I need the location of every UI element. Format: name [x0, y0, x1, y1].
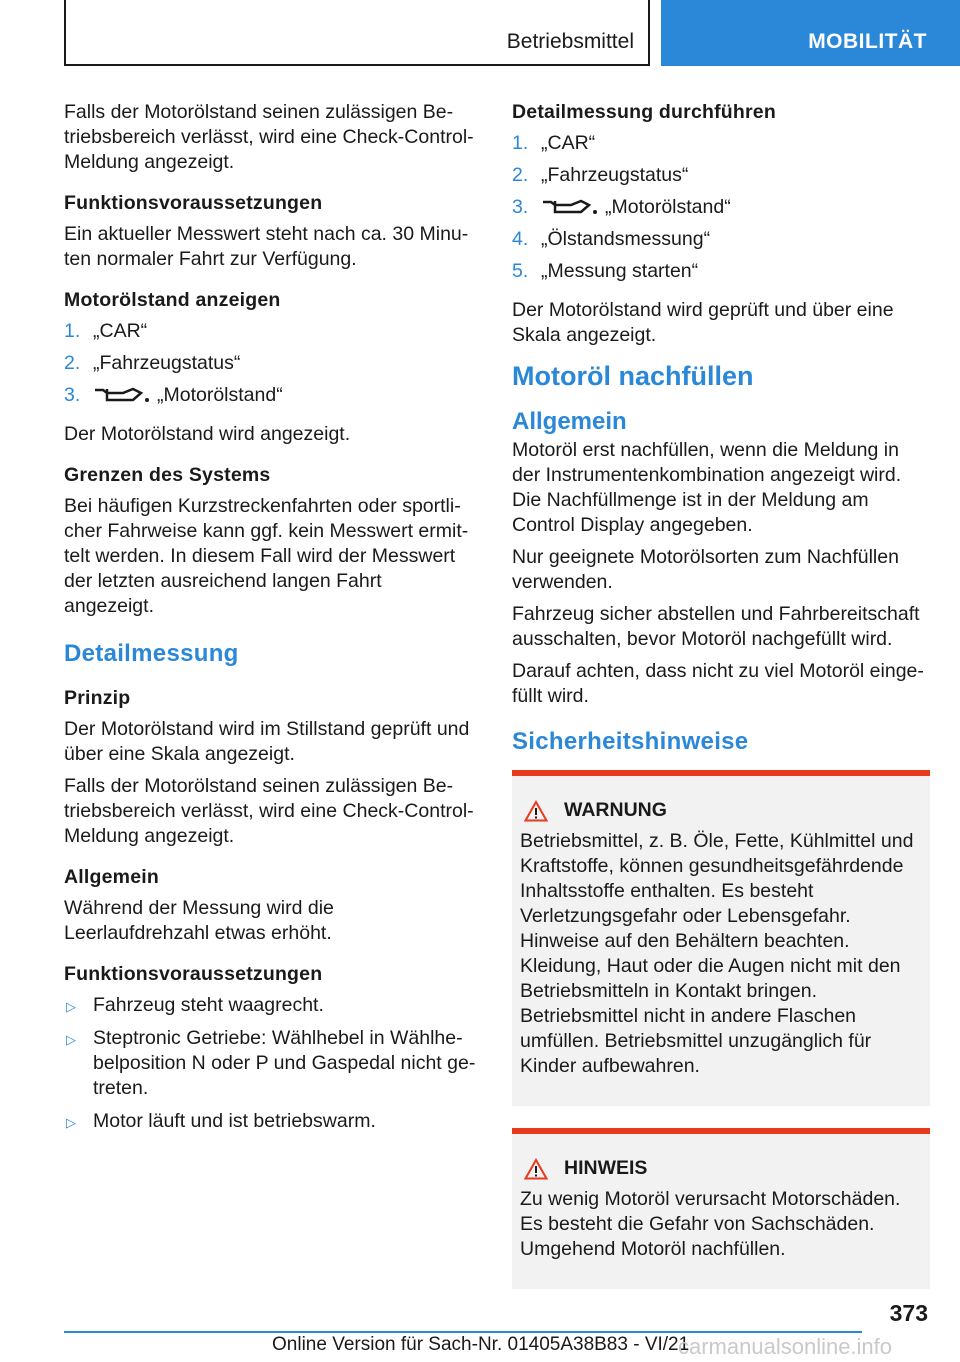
perform-steps-list: [512, 131, 930, 291]
header-section-title: Betriebsmittel: [506, 30, 634, 53]
oil-can-icon: [93, 384, 151, 404]
warning-title: WARNUNG: [564, 799, 667, 821]
show-steps-list: [64, 319, 476, 415]
warning-triangle-icon: [524, 1158, 548, 1180]
general-text: Während der Messung wird die Leerlaufdrehzahl etwas erhöht.: [64, 897, 334, 944]
left-column: [64, 100, 476, 1150]
principle-title: Prinzip: [64, 687, 131, 709]
list-item: 2. „Fahrzeugstatus“: [512, 164, 689, 186]
triangle-bullet-icon: ▷: [66, 999, 76, 1014]
notice-text: Zu wenig Motoröl verursacht Motorschäden. Es besteht die Gefahr von Sachschäden. Umgehend Motoröl nachfüllen.: [520, 1188, 901, 1260]
list-item: 3. „Motorölstand“: [512, 196, 731, 218]
principle-text-1: Der Motorölstand wird im Stillstand geprüft und über eine Skala angezeigt.: [64, 718, 470, 765]
principle-text-2: Falls der Motorölstand seinen zulässigen Betriebsbereich verlässt, wird eine Check-Control-Meldung angezeigt.: [64, 775, 474, 847]
refill-text-1: Motoröl erst nachfüllen, wenn die Meldung in der Instrumentenkombination angezeigt wird. Die Nachfüllmenge ist in der Meldung am Control Display angegeben.: [512, 439, 902, 536]
list-item: 5. „Messung starten“: [512, 260, 699, 282]
list-item: 2. „Fahrzeugstatus“: [64, 352, 241, 374]
list-item: 4. „Ölstandsmessung“: [512, 228, 711, 250]
list-item: ▷ Steptronic Getriebe: Wählhebel in Wählhebelposition N oder P und Gaspedal nicht getreten.: [66, 1027, 476, 1099]
triangle-bullet-icon: ▷: [66, 1032, 76, 1047]
notice-title: HINWEIS: [564, 1157, 648, 1179]
limits-text: Bei häufigen Kurzstreckenfahrten oder sportlicher Fahrweise kann ggf. kein Messwert ermittelt werden. In diesem Fall wird der Messwert der letzten ausreichend langen Fahrt angezeigt.: [64, 495, 469, 617]
detail-heading: Detailmessung: [64, 640, 239, 667]
right-column: [512, 100, 930, 1303]
list-item: ▷ Motor läuft und ist betriebswarm.: [64, 1109, 476, 1134]
header-chapter-tab: [661, 0, 960, 66]
watermark: carmanualsonline.info: [678, 1334, 893, 1359]
warning-header: [520, 798, 922, 823]
refill-text-3: Fahrzeug sicher abstellen und Fahrbereitschaft ausschalten, bevor Motoröl nachgefüllt wird.: [512, 603, 920, 650]
show-title: Motorölstand anzeigen: [64, 289, 281, 311]
func-text: Ein aktueller Messwert steht nach ca. 30 Minuten normaler Fahrt zur Verfügung.: [64, 223, 469, 270]
notice-header: [520, 1156, 922, 1181]
warning-triangle-icon: [524, 800, 548, 822]
oil-can-icon: [541, 196, 599, 216]
perform-title: Detailmessung durchführen: [512, 101, 776, 123]
notice-box: [512, 1128, 930, 1289]
warning-box: [512, 770, 930, 1106]
refill-heading: Motoröl nachfüllen: [512, 361, 754, 391]
limits-title: Grenzen des Systems: [64, 464, 271, 486]
warning-text: Betriebsmittel, z. B. Öle, Fette, Kühlmittel und Kraftstoffe, können gesundheitsgefährdende Inhaltsstoffe enthalten. Es besteht Verletzungsgefahr oder Lebensgefahr. Hinweise auf den Behältern beachten. Kleidung, Haut oder die Augen nicht mit den Betriebsmitteln in Kontakt bringen. Betriebsmittel nicht in andere Flaschen umfüllen. Betriebsmittel unzugänglich für Kinder aufbewahren.: [520, 830, 914, 1077]
page-number: 373: [889, 1300, 928, 1326]
triangle-bullet-icon: ▷: [66, 1115, 76, 1130]
list-item: 3. „Motorölstand“: [64, 384, 283, 406]
footer-divider: [64, 1331, 862, 1333]
intro-text: Falls der Motorölstand seinen zulässigen Betriebsbereich verlässt, wird eine Check-Control-Meldung angezeigt.: [64, 101, 474, 173]
header-chapter-title: MOBILITÄT: [808, 30, 927, 53]
list-item: 1. „CAR“: [512, 132, 596, 154]
refill-general-heading: Allgemein: [512, 408, 627, 435]
footer-online-version: Online Version für Sach-Nr. 01405A38B83 - VI/21: [272, 1334, 690, 1355]
perform-result: Der Motorölstand wird geprüft und über eine Skala angezeigt.: [512, 299, 894, 346]
refill-text-2: Nur geeignete Motorölsorten zum Nachfüllen verwenden.: [512, 546, 899, 593]
func2-list: [64, 993, 476, 1134]
func-title: Funktionsvoraussetzungen: [64, 192, 323, 214]
func2-title: Funktionsvoraussetzungen: [64, 963, 323, 985]
list-item: 1. „CAR“: [64, 320, 148, 342]
safety-heading: Sicherheitshinweise: [512, 728, 749, 755]
header-section-tab: [64, 0, 650, 66]
general-title: Allgemein: [64, 866, 159, 888]
list-item: ▷ Fahrzeug steht waagrecht.: [64, 993, 476, 1018]
show-result: Der Motorölstand wird angezeigt.: [64, 423, 351, 445]
refill-text-4: Darauf achten, dass nicht zu viel Motoröl eingefüllt wird.: [512, 660, 924, 707]
